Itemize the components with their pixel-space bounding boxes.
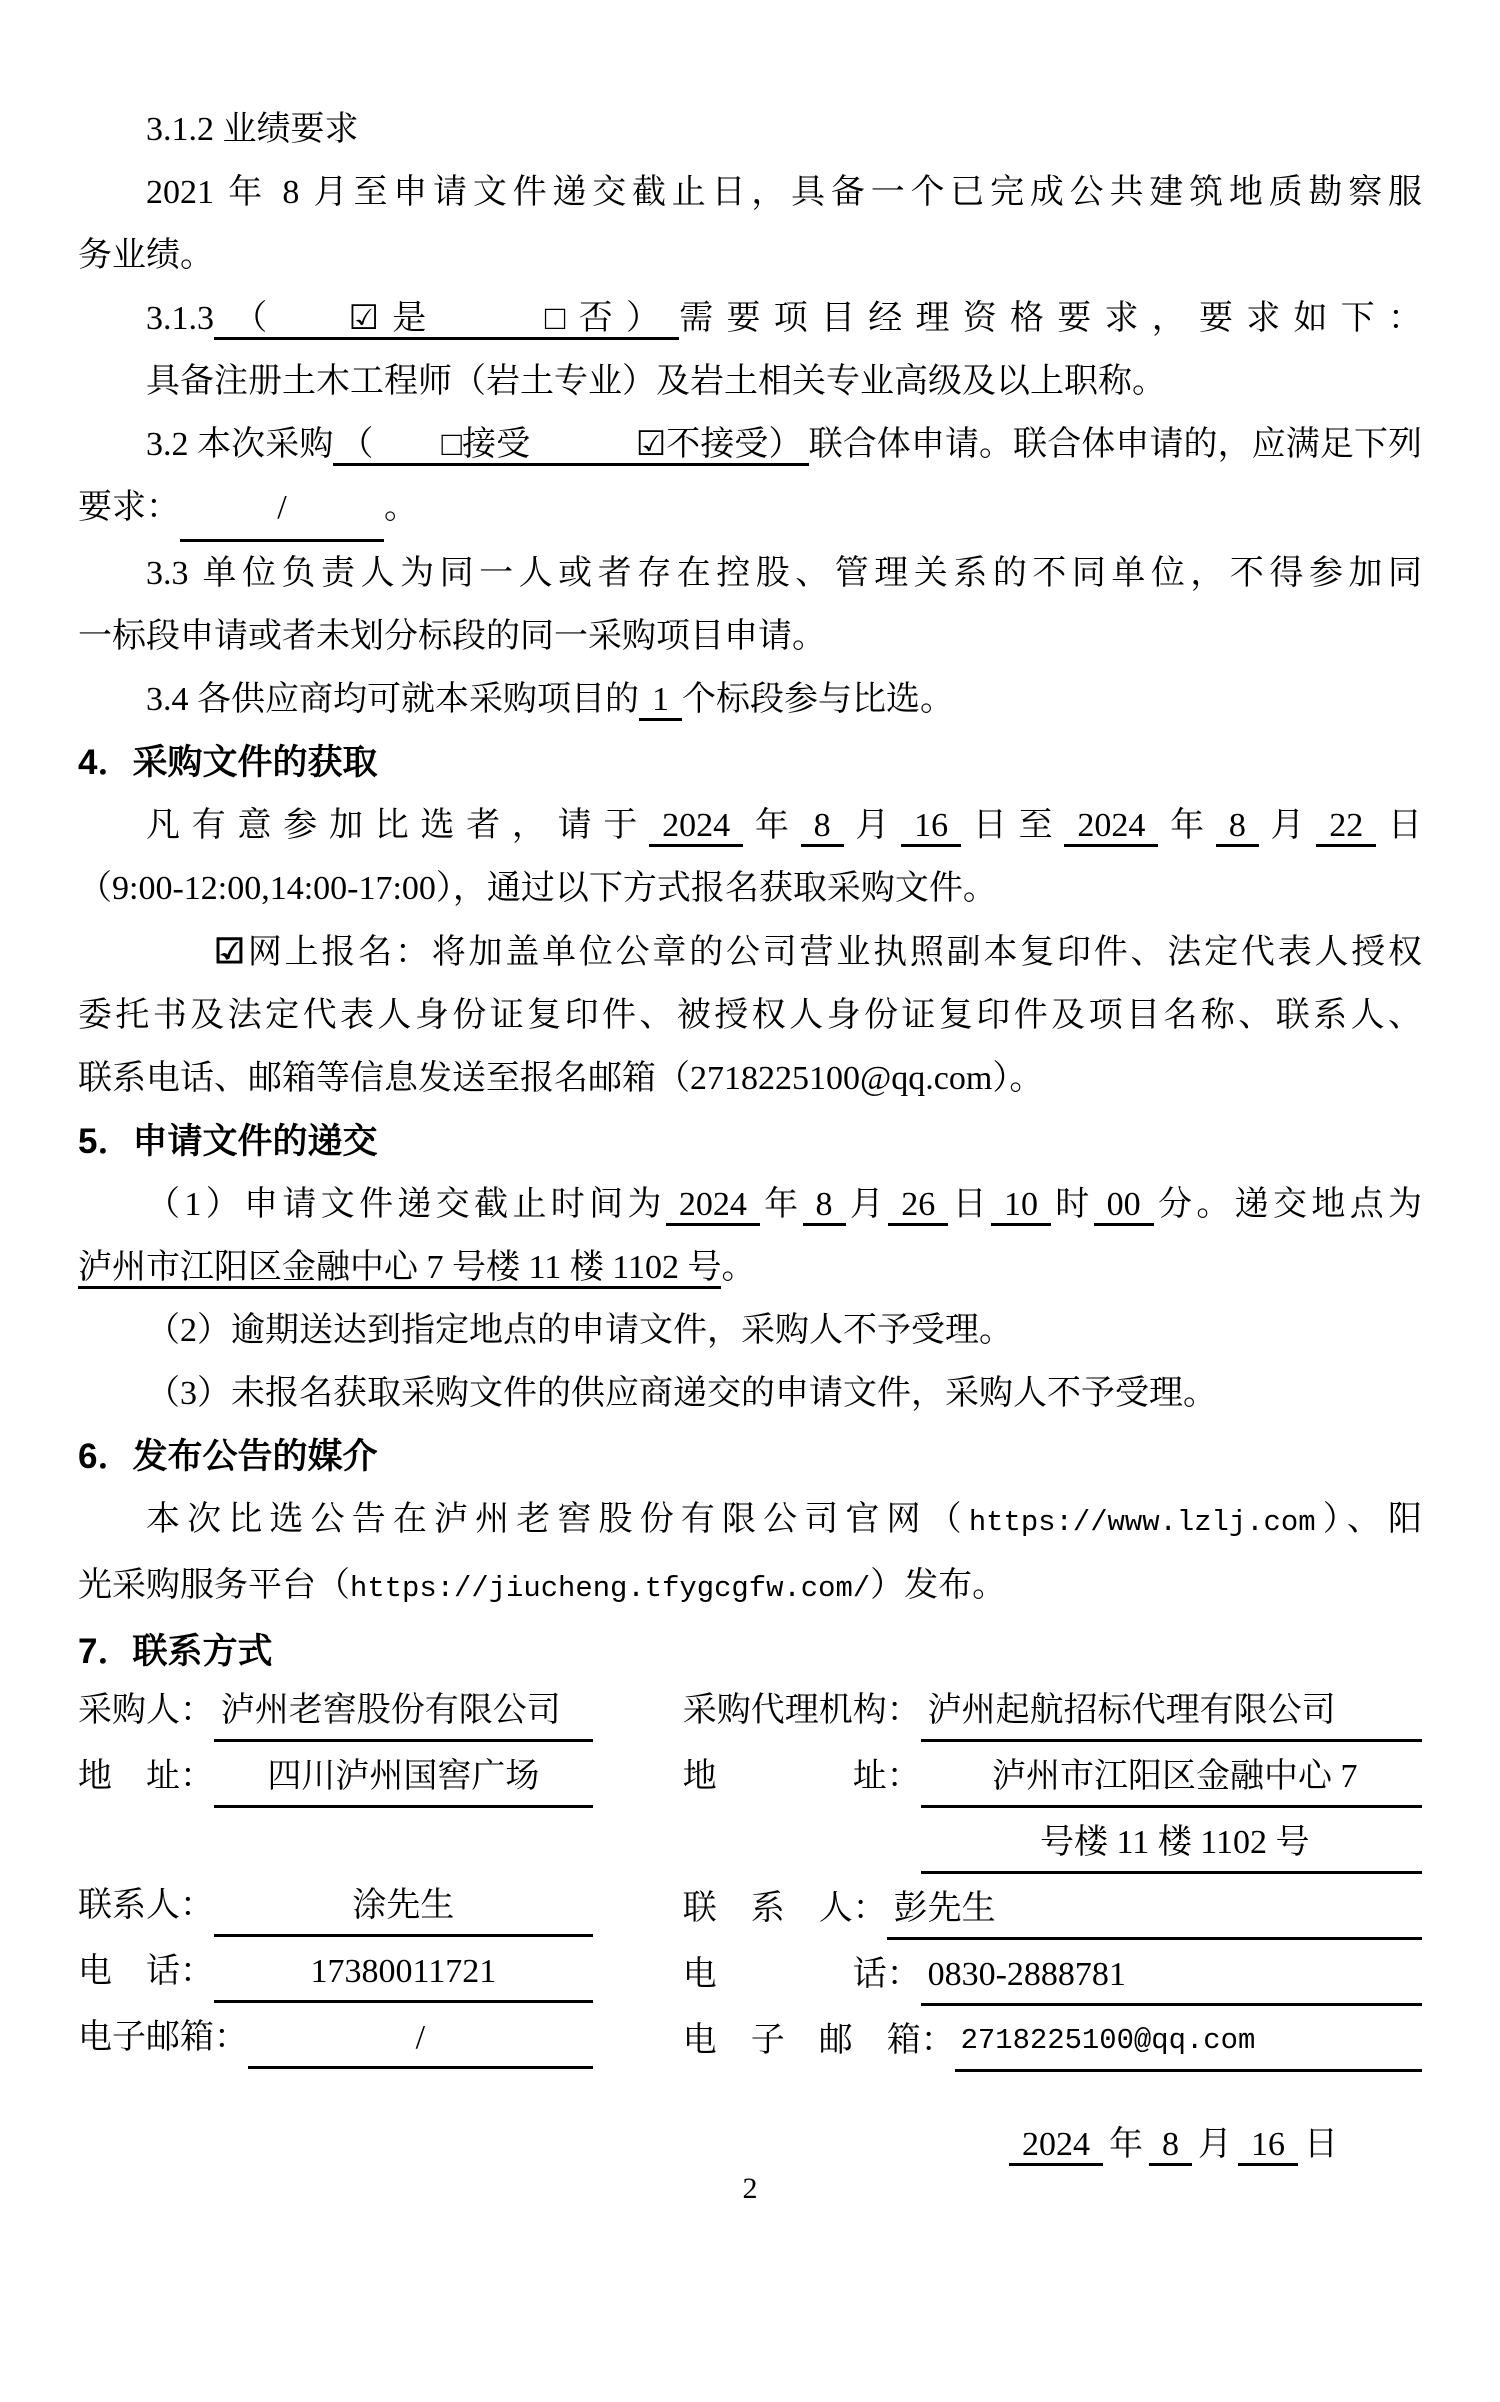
text-segment: ）、阳 [1315,1501,1423,1538]
day-to-label: 日至 [961,807,1065,844]
deadline-day-value: 26 [888,1186,948,1226]
section-4-text-line1 [78,794,1422,857]
clause-number: 3.1.3 [146,300,214,337]
agency-address-line2: 号楼 11 楼 1102 号 [921,1815,1422,1874]
online-registration-line3: 联系电话、邮箱等信息发送至报名邮箱（2718225100@qq.com）。 [78,1060,1044,1097]
purchaser-name-value: 泸州老窖股份有限公司 [214,1683,593,1742]
paren-open: （ [339,426,374,463]
registration-method-label: 网上报名： [245,934,432,971]
clause-3-1-2-text-line2: 务业绩。 [78,237,214,274]
month-label: 月 [843,807,902,844]
day-label: 日 [948,1186,991,1223]
procurement-platform-url: https://jiucheng.tfygcgfw.com/ [350,1572,871,1605]
deadline-minute-value: 00 [1094,1186,1154,1226]
agency-phone-value: 0830-2888781 [921,1947,1422,2006]
text-segment: ）发布。 [870,1567,1007,1604]
purchaser-email-value: / [248,2010,593,2069]
option-reject-label: 不接受 [666,426,769,463]
deadline-year-value: 2024 [666,1186,760,1226]
section-4-heading: 4．采购文件的获取 [78,743,378,782]
contact-person-label: 联系人： [78,1887,214,1924]
date-year-value: 2024 [1009,2126,1103,2166]
text-segment: （1）申请文件递交截止时间为 [146,1186,666,1223]
option-yes-label: 是 [379,300,440,337]
day-label: 日 [1376,807,1423,844]
clause-3-2-prefix: 3.2 本次采购 [146,426,334,463]
delivery-address-value: 泸州市江阳区金融中心 7 号楼 11 楼 1102 号 [78,1249,721,1289]
section-5-item2: （2）逾期送达到指定地点的申请文件，采购人不予受理。 [146,1312,1013,1349]
paren-close: ） [625,300,674,337]
page-number: 2 [742,2172,758,2205]
start-month-value: 8 [801,807,844,847]
text-segment: 凡有意参加比选者，请于 [146,807,650,844]
email-label: 电 子 邮 箱： [682,2022,955,2059]
clause-3-3-line2: 一标段申请或者未划分标段的同一采购项目申请。 [78,618,826,655]
hour-label: 时 [1050,1186,1094,1223]
lot-count-value: 1 [639,681,682,721]
purchaser-phone-value: 17380011721 [214,1944,593,2003]
agency-address-row [683,1749,1422,1874]
clause-3-4-prefix: 3.4 各供应商均可就本采购项目的 [146,681,639,718]
online-registration-line2: 委托书及法定代表人身份证复印件、被授权人身份证复印件及项目名称、联系人、 [78,997,1422,1034]
agency-address-line1: 泸州市江阳区金融中心 7 [921,1749,1422,1808]
paren-open: （ [220,300,281,337]
purchaser-email-row [78,2010,593,2069]
option-accept-label: 接受 [462,426,531,463]
deadline-month-value: 8 [803,1186,846,1226]
paren-close: ） [768,426,803,463]
section-5-item3: （3）未报名获取采购文件的供应商递交的申请文件，采购人不予受理。 [146,1375,1217,1412]
clause-3-1-2-text-line1: 2021 年 8 月至申请文件递交截止日，具备一个已完成公共建筑地质勘察服 [146,174,1422,211]
address-label: 地 址： [682,1758,921,1795]
yes-no-selection [214,300,679,340]
month-label: 月 [1258,807,1317,844]
agency-phone-row [683,1947,1422,2006]
text-segment: 本次比选公告在泸州老窖股份有限公司官网（ [146,1501,969,1538]
end-year-value: 2024 [1064,807,1158,847]
contact-info-block [78,1683,1422,2079]
contact-person-label: 联 系 人： [682,1890,887,1927]
phone-label: 电 话： [78,1953,214,1990]
section-6-text-line2 [78,1554,1422,1620]
end-month-value: 8 [1216,807,1259,847]
year-label: 年 [743,807,801,844]
clause-3-2-text: 联合体申请。联合体申请的，应满足下列 [808,426,1423,463]
email-label: 电子邮箱： [78,2019,248,2056]
accept-reject-selection [333,426,808,466]
agency-name-value: 泸州起航招标代理有限公司 [921,1683,1422,1742]
start-day-value: 16 [901,807,961,847]
purchaser-address-value: 四川泸州国窖广场 [214,1749,593,1808]
date-month-value: 8 [1149,2126,1192,2166]
clause-3-1-3 [78,287,1422,350]
purchaser-contact-row [78,1878,593,1937]
start-year-value: 2024 [649,807,743,847]
year-label: 年 [1109,2126,1143,2163]
checkbox-checked-icon: ☑ [348,300,379,337]
checkbox-unchecked-icon: □ [544,300,566,337]
blank-fill-slash: / [180,476,384,542]
company-website-url: https://www.lzlj.com [968,1506,1316,1539]
agency-label: 采购代理机构： [682,1692,921,1729]
clause-3-4 [78,668,1422,731]
online-registration-line1 [78,920,1422,984]
period: 。 [384,489,418,526]
phone-label: 电 话： [682,1956,921,1993]
purchaser-name-row [78,1683,593,1742]
agency-column [683,1683,1422,2079]
section-5-heading: 5．申请文件的递交 [78,1122,378,1161]
deadline-hour-value: 10 [991,1186,1051,1226]
agency-address-value [921,1749,1422,1874]
agency-email-value: 2718225100@qq.com [955,2013,1422,2072]
section-4-text-line2: （9:00-12:00,14:00-17:00），通过以下方式报名获取采购文件。 [78,870,997,907]
agency-contact-value: 彭先生 [887,1881,1422,1940]
period: 。 [721,1249,756,1286]
clause-3-1-3-detail: 具备注册土木工程师（岩土专业）及岩土相关专业高级及以上职称。 [146,363,1166,400]
agency-email-row [683,2013,1422,2072]
purchaser-phone-row [78,1944,593,2003]
purchaser-label: 采购人： [78,1692,214,1729]
month-label: 月 [1198,2126,1232,2163]
day-label: 日 [1304,2126,1338,2163]
agency-name-row [683,1683,1422,1742]
spacer [78,1815,593,1878]
address-label: 地 址： [78,1758,214,1795]
section-5-item1-line2 [78,1236,1422,1299]
clause-3-2-line2 [78,476,1422,542]
agency-contact-row [683,1881,1422,1940]
purchaser-column [78,1683,683,2079]
checkbox-checked-icon: ☑ [635,426,667,463]
month-label: 月 [845,1186,889,1223]
year-label: 年 [759,1186,803,1223]
clause-3-4-suffix: 个标段参与比选。 [682,681,954,718]
purchaser-contact-value: 涂先生 [214,1878,593,1937]
registration-text: 将加盖单位公章的公司营业执照副本复印件、法定代表人授权 [431,934,1422,971]
announcement-date [78,2113,1422,2176]
purchaser-address-row [78,1749,593,1808]
clause-3-3-line1: 3.3 单位负责人为同一人或者存在控股、管理关系的不同单位，不得参加同 [146,555,1422,592]
section-6-heading: 6．发布公告的媒介 [78,1437,378,1476]
year-label: 年 [1158,807,1216,844]
clause-3-2-line1 [78,413,1422,476]
section-6-text-line1 [78,1488,1422,1554]
checkbox-unchecked-icon: □ [441,426,463,463]
section-5-item1-line1 [78,1173,1422,1236]
end-day-value: 22 [1316,807,1376,847]
requirement-label: 要求： [78,489,180,526]
date-day-value: 16 [1238,2126,1298,2166]
clause-3-1-2-heading: 3.1.2 业绩要求 [146,111,359,148]
minute-label: 分。递交地点为 [1153,1186,1423,1223]
text-segment: 光采购服务平台（ [78,1567,350,1604]
clause-3-1-3-text: 需要项目经理资格要求，要求如下： [679,300,1423,337]
option-no-label: 否 [565,300,626,337]
checkbox-checked-icon: ☑ [214,932,246,971]
section-7-heading: 7．联系方式 [78,1632,273,1671]
